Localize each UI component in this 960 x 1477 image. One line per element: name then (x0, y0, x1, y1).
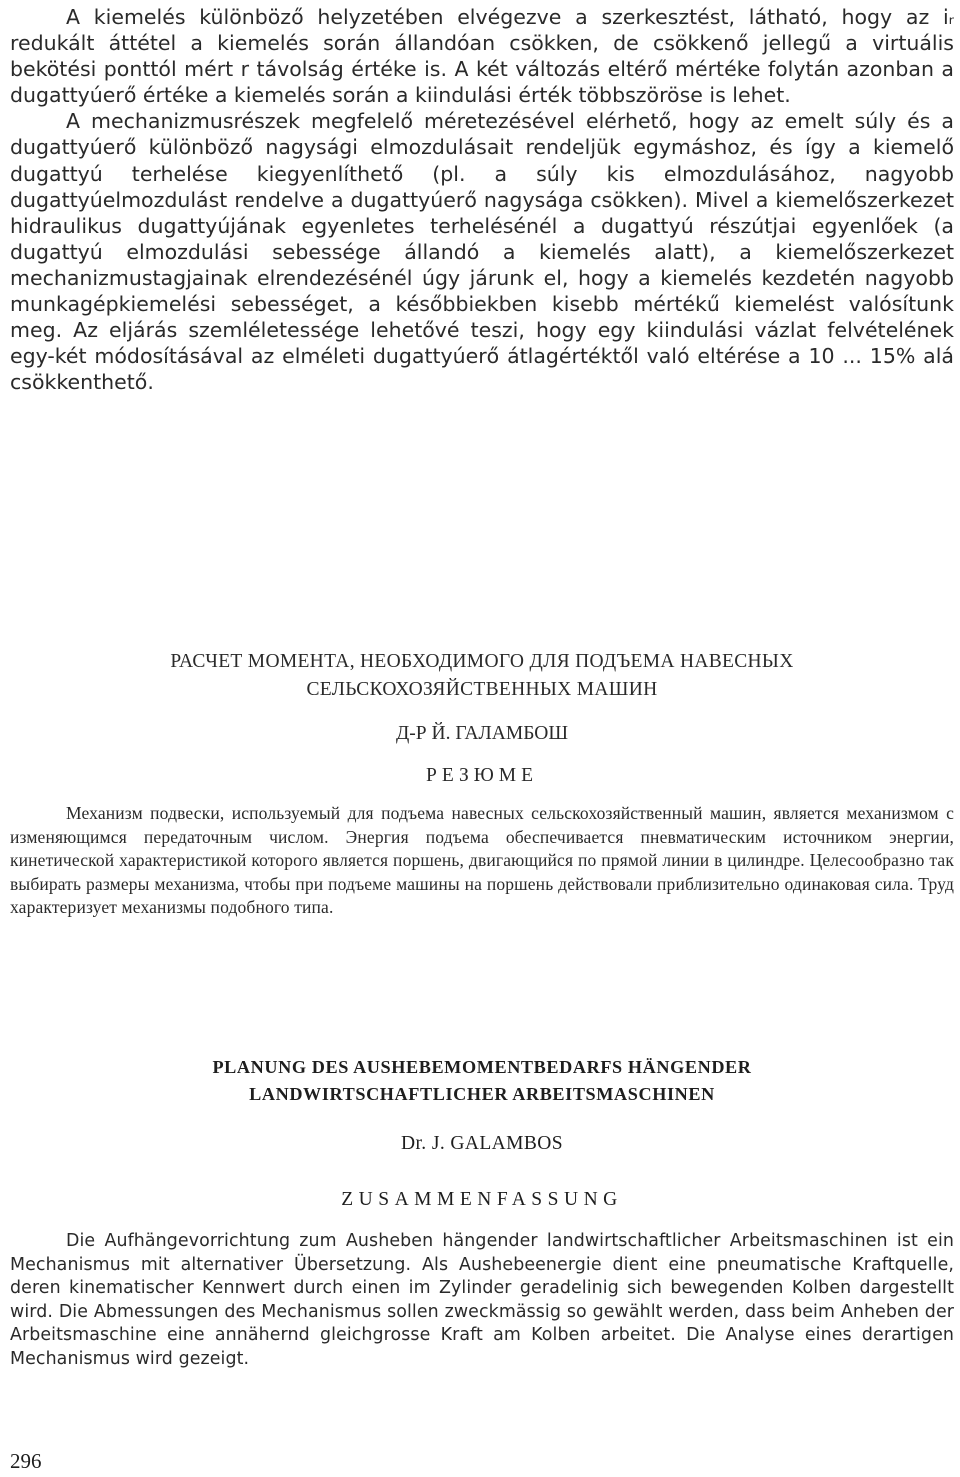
russian-title-line-2: СЕЛЬСКОХОЗЯЙСТВЕННЫХ МАШИН (306, 679, 658, 700)
russian-summary-text: Механизм подвески, используемый для подъема навесных сельскохозяйственный машин, является механизмом с изменяющимся передаточным числом. Энергия подъема обеспечивается пневматическим источником энергии, кинетической характеристикой которого является поршень, двигающийся по прямой линии в цилиндре. Целесообразно так выбирать размеры механизма, чтобы при подъеме машины на поршень действовали приблизительно одинаковая сила. Труд характеризует механизмы подобного типа. (10, 803, 954, 918)
german-title (10, 1054, 954, 1108)
german-author: Dr. J. GALAMBOS (400, 1133, 564, 1154)
russian-abstract-section (10, 648, 954, 920)
russian-author: Д-Р Й. ГАЛАМБОШ (395, 723, 569, 744)
german-abstract-section (10, 1054, 954, 1371)
german-summary-heading: ZUSAMMENFASSUNG (341, 1189, 623, 1210)
document-page (10, 0, 954, 1477)
german-title-line-2: LANDWIRTSCHAFTLICHER ARBEITSMASCHINEN (249, 1084, 715, 1104)
german-title-line-1: PLANUNG DES AUSHEBEMOMENTBEDARFS HÄNGENDER (212, 1057, 752, 1077)
hungarian-paragraph-2: A mechanizmusrészek megfelelő méretezésével elérhető, hogy az emelt súly és a dugattyúerő különböző nagysági elmozdulásait rendeljük egymáshoz, és így a kiemelő dugattyú terhelése kiegyenlíthető (pl. a súly kis elmozdulásához, nagyobb dugattyúelmozdulást rendelve a dugattyúerő nagysága csökken). Mivel a kiemelőszerkezet hidraulikus dugattyújának egyenletes terhelésénél a dugattyú részútjai egyenlőek (a dugattyú elmozdulási sebessége állandó a kiemelés alatt), a kiemelőszerkezet mechanizmustagjainak elrendezésénél úgy járunk el, hogy a kiemelés kezdetén nagyobb munkagépkiemelési sebességet, a későbbiekben kisebb mértékű kiemelést valósítunk meg. Az eljárás szemléletessége lehetővé teszi, hogy egy kiindulási vázlat felvételének egy-két módosításával az elméleti dugattyúerő átlagértéktől való eltérése a 10 ... 15% alá csökkenthető. (10, 109, 954, 395)
german-summary-text: Die Aufhängevorrichtung zum Ausheben hängender landwirtschaftlicher Arbeitsmaschinen ist ein Mechanismus mit alternativer Übersetzung. Als Aushebeenergie dient eine pneumatische Kraftquelle, deren kinematischer Kennwert durch einen im Zylinder geradelinig sich bewegenden Kolben dargestellt wird. Die Abmessungen des Mechanismus sollen zweckmässig so gewählt werden, dass beim Anheben der Arbeitsmaschine eine annähernd gleichgrosse Kraft am Kolben arbeitet. Die Analyse eines derartigen Mechanismus wird gezeigt. (10, 1231, 954, 1369)
russian-title (10, 648, 954, 704)
hungarian-paragraph-1: A kiemelés különböző helyzetében elvégezve a szerkesztést, látható, hogy az iᵣ redukált áttétel a kiemelés során állandóan csökken, de csökkenő jellegű a virtuális bekötési ponttól mért r távolság értéke is. A két változás eltérő mértéke folytán azonban a dugattyúerő értéke a kiemelés során a kiindulási érték többszöröse is lehet. (10, 5, 954, 108)
russian-title-line-1: РАСЧЕТ МОМЕНТА, НЕОБХОДИМОГО ДЛЯ ПОДЪЕМА НАВЕСНЫХ (170, 651, 794, 672)
hungarian-body-text (10, 4, 954, 395)
russian-summary-heading: РЕЗЮМЕ (425, 765, 539, 786)
page-number: 296 (10, 1449, 42, 1473)
